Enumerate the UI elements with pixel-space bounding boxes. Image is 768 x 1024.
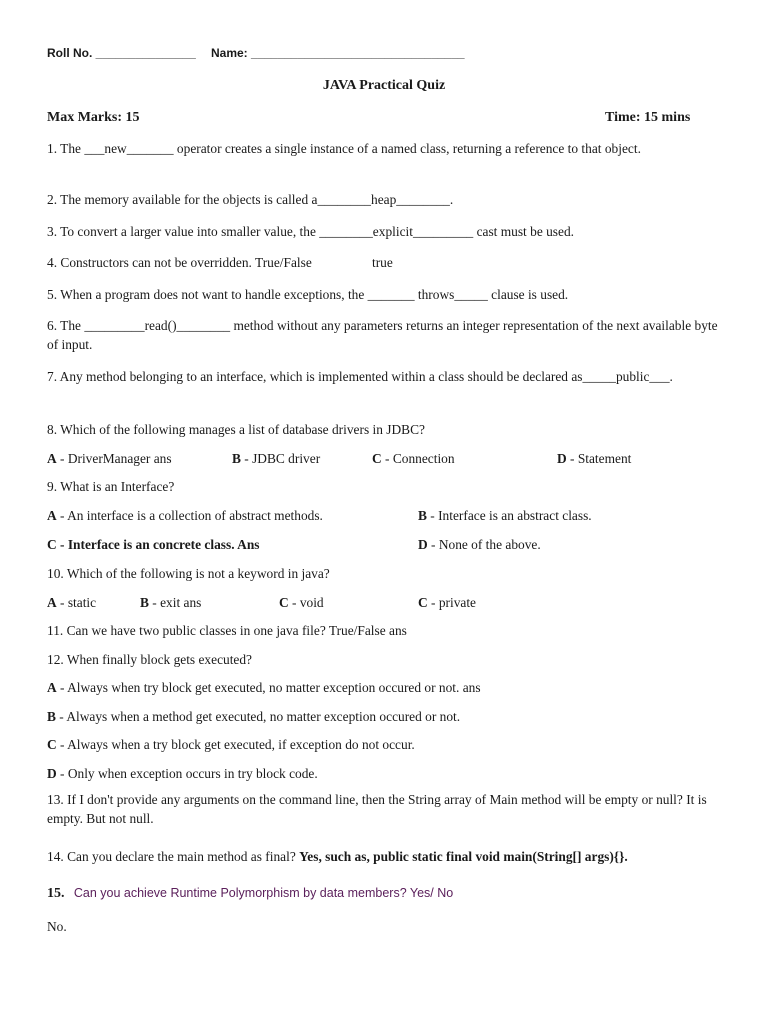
question-9-option-b: B - Interface is an abstract class. xyxy=(418,508,592,523)
name-field: Name: ________________________________ xyxy=(211,46,465,60)
question-9-option-c: C - Interface is an concrete class. Ans xyxy=(47,537,260,552)
time-limit: Time: 15 mins xyxy=(605,110,691,125)
question-10-option-d: C - private xyxy=(418,595,477,610)
question-9-option-d: D - None of the above. xyxy=(418,537,541,552)
question-13: 13. If I don't provide any arguments on the command line, then the String array of Main method will be empty or null? It is empty. But not null. xyxy=(47,792,707,826)
question-12-option-b: B - Always when a method get executed, no matter exception occured or not. xyxy=(47,709,461,724)
question-8-option-d: D - Statement xyxy=(557,451,632,466)
question-4: 4. Constructors can not be overridden. True/False xyxy=(47,255,312,270)
question-12: 12. When finally block gets executed? xyxy=(47,652,253,667)
question-8: 8. Which of the following manages a list of database drivers in JDBC? xyxy=(47,422,425,437)
max-marks: Max Marks: 15 xyxy=(47,110,140,125)
question-15-answer: No. xyxy=(47,919,67,934)
question-14: 14. Can you declare the main method as final? Yes, such as, public static final void main(String[] args){}. xyxy=(47,849,628,864)
question-6: 6. The _________read()________ method without any parameters returns an integer representation of the next available byte of input. xyxy=(47,318,718,352)
question-15-text: Can you achieve Runtime Polymorphism by data members? Yes/ No xyxy=(73,886,454,900)
question-14-answer: Yes, such as, public static final void main(String[] args){}. xyxy=(299,849,628,864)
question-15 xyxy=(47,883,453,903)
question-4-answer: true xyxy=(372,255,393,270)
question-8-option-b: B - JDBC driver xyxy=(232,451,321,466)
question-8-option-a: A - DriverManager ans xyxy=(47,451,172,466)
question-10-option-a: A - static xyxy=(47,595,97,610)
page-title: JAVA Practical Quiz xyxy=(322,78,446,93)
question-11: 11. Can we have two public classes in one java file? True/False ans xyxy=(47,623,407,638)
question-7: 7. Any method belonging to an interface, which is implemented within a class should be declared as_____public___. xyxy=(47,369,673,384)
question-12-option-a: A - Always when try block get executed, no matter exception occured or not. ans xyxy=(47,680,481,695)
question-10-option-c: C - void xyxy=(279,595,324,610)
question-10-option-b: B - exit ans xyxy=(140,595,202,610)
question-9: 9. What is an Interface? xyxy=(47,479,175,494)
question-8-option-c: C - Connection xyxy=(372,451,455,466)
roll-number-field: Roll No. _______________ xyxy=(47,46,196,60)
question-12-option-c: C - Always when a try block get executed, if exception do not occur. xyxy=(47,737,415,752)
question-5: 5. When a program does not want to handle exceptions, the _______ throws_____ clause is used. xyxy=(47,287,569,302)
question-2: 2. The memory available for the objects is called a________heap________. xyxy=(47,192,454,207)
question-1: 1. The ___new_______ operator creates a single instance of a named class, returning a reference to that object. xyxy=(47,141,641,156)
question-3: 3. To convert a larger value into smaller value, the ________explicit_________ cast must be used. xyxy=(47,224,575,239)
question-10: 10. Which of the following is not a keyword in java? xyxy=(47,566,330,581)
question-9-option-a: A - An interface is a collection of abstract methods. xyxy=(47,508,323,523)
question-15-number: 15. xyxy=(47,886,65,901)
question-12-option-d: D - Only when exception occurs in try block code. xyxy=(47,766,318,781)
